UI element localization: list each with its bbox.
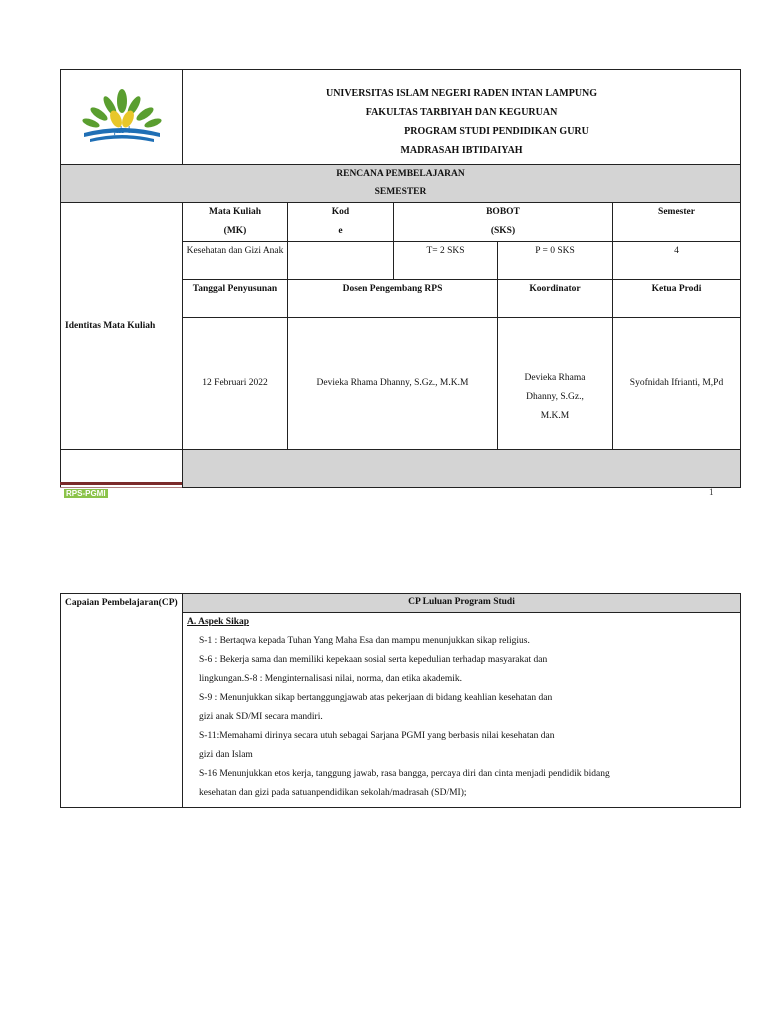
page-number: 1 bbox=[709, 487, 714, 497]
mk-value: Kesehatan dan Gizi Anak bbox=[183, 242, 288, 280]
col-semester-header: Semester bbox=[613, 203, 741, 242]
kode-value bbox=[288, 242, 394, 280]
cp-content bbox=[183, 613, 741, 808]
cp-item: gizi dan Islam bbox=[199, 750, 253, 760]
svg-text:ﺍﻋﻠﻢ: ﺍﻋﻠﻢ bbox=[113, 126, 130, 136]
cp-item: S-16 Menunjukkan etos kerja, tanggung jawab, rasa bangga, percaya diri dan cinta menjadi pendidik bidang bbox=[199, 769, 610, 779]
sks-praktik-value: P = 0 SKS bbox=[498, 242, 613, 280]
col-dosen-header: Dosen Pengembang RPS bbox=[288, 280, 498, 318]
koordinator-value: Devieka Rhama Dhanny, S.Gz., M.K.M bbox=[498, 318, 613, 450]
kaprodi-value: Syofnidah Ifrianti, M,Pd bbox=[613, 318, 741, 450]
program-name-2: MADRASAH IBTIDAIYAH bbox=[400, 145, 523, 156]
document-title bbox=[61, 165, 741, 203]
university-name: UNIVERSITAS ISLAM NEGERI RADEN INTAN LAMPUNG bbox=[325, 88, 598, 99]
rps-header-table bbox=[60, 69, 741, 488]
blank-gray-row bbox=[183, 450, 741, 488]
tanggal-value: 12 Februari 2022 bbox=[183, 318, 288, 450]
cp-item: lingkungan.S-8 : Menginternalisasi nilai, norma, dan etika akademik. bbox=[199, 674, 463, 684]
footer-rule-thin bbox=[60, 487, 182, 488]
col-tanggal-header: Tanggal Penyusunan bbox=[183, 280, 288, 318]
col-bobot-header: BOBOT (SKS) bbox=[394, 203, 613, 242]
program-name: PROGRAM STUDI PENDIDIKAN GURU bbox=[404, 126, 589, 137]
cp-item: gizi anak SD/MI secara mandiri. bbox=[199, 712, 323, 722]
col-koordinator-header: Koordinator bbox=[498, 280, 613, 318]
footer-badge: RPS-PGMI bbox=[66, 489, 106, 498]
cp-table bbox=[60, 593, 741, 808]
sks-teori-value: T= 2 SKS bbox=[394, 242, 498, 280]
cp-item: S-6 : Bekerja sama dan memiliki kepekaan sosial serta kepedulian terhadap masyarakat dan bbox=[199, 655, 548, 665]
semester-value: 4 bbox=[613, 242, 741, 280]
aspect-title: A. Aspek Sikap bbox=[187, 617, 250, 627]
cp-item: S-1 : Bertaqwa kepada Tuhan Yang Maha Esa dan mampu menunjukkan sikap religius. bbox=[199, 636, 530, 646]
dosen-value: Devieka Rhama Dhanny, S.Gz., M.K.M bbox=[288, 318, 498, 450]
institution-header bbox=[183, 70, 741, 165]
col-kaprodi-header: Ketua Prodi bbox=[613, 280, 741, 318]
cp-item: S-9 : Menunjukkan sikap bertanggungjawab atas pekerjaan di bidang keahlian kesehatan dan bbox=[199, 693, 553, 703]
cp-item: S-11:Memahami dirinya secara utuh sebagai Sarjana PGMI yang berbasis nilai kesehatan dan bbox=[199, 731, 555, 741]
identity-section-label: Identitas Mata Kuliah bbox=[61, 203, 183, 450]
cp-item: kesehatan dan gizi pada satuanpendidikan sekolah/madrasah (SD/MI); bbox=[199, 788, 467, 798]
col-mk-header: Mata Kuliah (MK) bbox=[183, 203, 288, 242]
col-kode-header: Kod e bbox=[288, 203, 394, 242]
university-logo-icon bbox=[72, 81, 172, 153]
document-title-line1: RENCANA PEMBELAJARAN bbox=[336, 169, 465, 179]
faculty-name: FAKULTAS TARBIYAH DAN KEGURUAN bbox=[365, 107, 558, 118]
aspect-items bbox=[183, 632, 740, 803]
logo-cell bbox=[61, 70, 183, 165]
footer-rule bbox=[60, 482, 182, 485]
document-title-line2: SEMESTER bbox=[374, 187, 427, 197]
cp-label: Capaian Pembelajaran(CP) bbox=[61, 594, 183, 808]
cp-header: CP Luluan Program Studi bbox=[183, 594, 741, 613]
